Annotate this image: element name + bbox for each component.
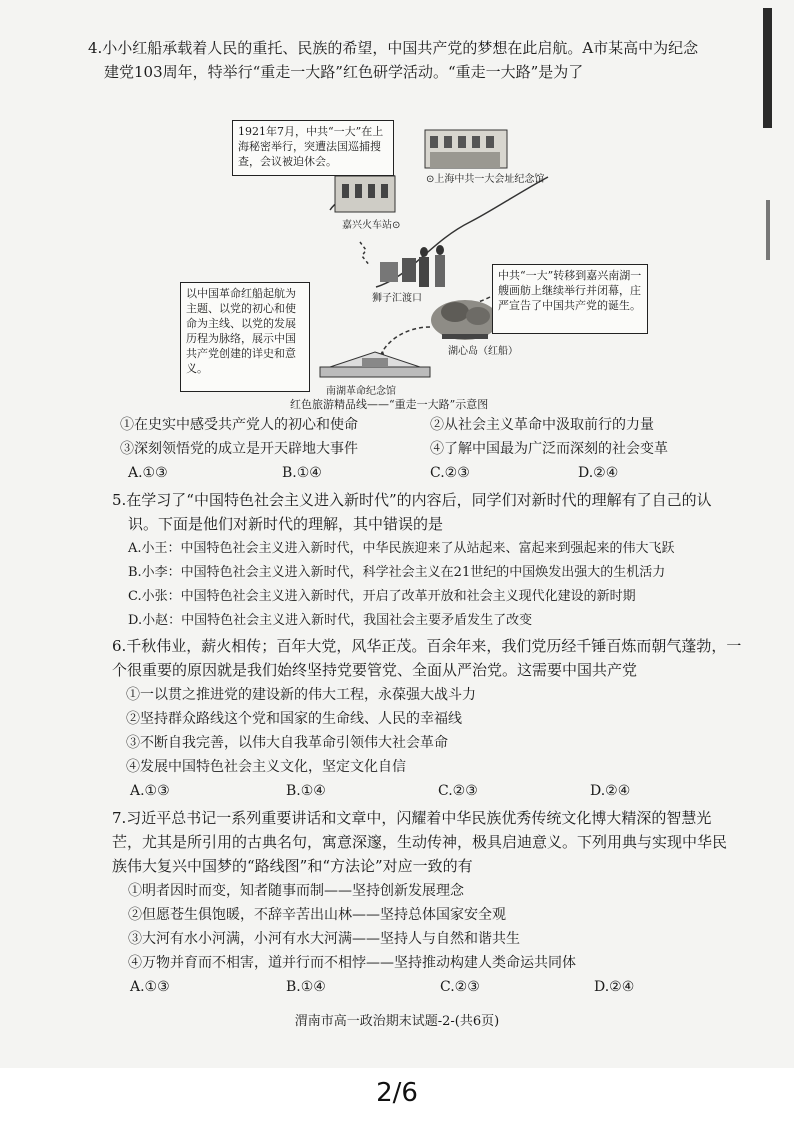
note-shanghai: 1921年7月，中共“一大”在上海秘密举行，突遭法国巡捕搜查，会议被迫休会。 [232,120,394,176]
scan-edge-mark [766,200,770,260]
label-huxin-island: 湖心岛（红船） [448,346,518,357]
diagram-caption: 红色旅游精品线——“重走一大路”示意图 [290,398,489,411]
q7-stem-line3: 族伟大复兴中国梦的“路线图”和“方法论”对应一致的有 [112,857,473,875]
q4-stem-line1: 4.小小红船承载着人民的重托、民族的希望，中国共产党的梦想在此启航。A市某高中为纪念 [88,39,699,57]
label-nanhu-memorial: 南湖革命纪念馆 [326,386,396,397]
q4-option-2: ②从社会主义革命中汲取前行的力量 [430,417,654,433]
huxin-island-red-boat-icon [431,300,499,340]
q5-option-a: A.小王：中国特色社会主义进入新时代，中华民族迎来了从站起来、富起来到强起来的伟大飞跃 [128,541,675,556]
q7-stem-line1: 7.习近平总书记一系列重要讲话和文章中，闪耀着中华民族优秀传统文化博大精深的智慧光 [112,809,712,827]
q6-option-1: ①一以贯之推进党的建设新的伟大工程，永葆强大战斗力 [126,687,476,703]
q5-stem-line2: 识。下面是他们对新时代的理解，其中错误的是 [128,515,444,533]
q5-option-c: C.小张：中国特色社会主义进入新时代，开启了改革开放和社会主义现代化建设的新时期 [128,589,636,604]
page-indicator: 2/6 [376,1078,418,1108]
q6-answer-c: C.②③ [438,783,478,799]
q5-option-b: B.小李：中国特色社会主义进入新时代，科学社会主义在21世纪的中国焕发出强大的生机活力 [128,565,666,580]
route-line [360,242,370,266]
label-shizi-ferry: 狮子汇渡口 [372,293,422,304]
note-jiaxing: 中共“一大”转移到嘉兴南湖一艘画舫上继续举行并闭幕，庄严宣告了中国共产党的诞生。 [492,264,648,334]
q6-answer-a: A.①③ [130,783,170,799]
q4-answer-a: A.①③ [128,465,168,481]
q6-option-3: ③不断自我完善，以伟大自我革命引领伟大社会革命 [126,735,448,751]
q7-option-1: ①明者因时而变，知者随事而制——坚持创新发展理念 [128,883,464,899]
q5-stem-line1: 5.在学习了“中国特色社会主义进入新时代”的内容后，同学们对新时代的理解有了自己的认 [112,491,712,509]
nanhu-memorial-building-icon [320,352,430,377]
q5-option-d: D.小赵：中国特色社会主义进入新时代，我国社会主要矛盾发生了改变 [128,613,533,628]
label-jiaxing-station: 嘉兴火车站⊙ [342,220,401,231]
q6-option-2: ②坚持群众路线这个党和国家的生命线、人民的幸福线 [126,711,462,727]
note-nanhu: 以中国革命红船起航为主题、以党的初心和使命为主线、以党的发展历程为脉络，展示中国共产党创建的详史和意义。 [180,282,310,392]
label-shanghai-memorial: ⊙上海中共一大会址纪念馆 [426,174,545,185]
q6-stem-line2: 个很重要的原因就是我们始终坚持党要管党、全面从严治党。这需要中国共产党 [112,661,638,679]
q6-option-4: ④发展中国特色社会主义文化，坚定文化自信 [126,759,406,775]
q6-answer-d: D.②④ [590,783,631,799]
q4-option-4: ④了解中国最为广泛而深刻的社会变革 [430,441,668,457]
q7-answer-b: B.①④ [286,979,326,995]
q4-answer-c: C.②③ [430,465,470,481]
q7-option-3: ③大河有水小河满，小河有水大河满——坚持人与自然和谐共生 [128,931,520,947]
q4-option-1: ①在史实中感受共产党人的初心和使命 [120,417,358,433]
shanghai-memorial-building-icon [425,130,507,168]
q6-stem-line1: 6.千秋伟业，薪火相传；百年大党，风华正茂。百余年来，我们党历经千锤百炼而朝气蓬勃，一 [112,637,742,655]
page-footer: 渭南市高一政治期末试题-2-(共6页) [294,1014,500,1029]
route-line [380,327,430,357]
q4-stem-line2: 建党103周年，特举行“重走一大路”红色研学活动。“重走一大路”是为了 [104,63,584,81]
q7-stem-line2: 芒，尤其是所引用的古典名句，寓意深邃，生动传神，极具启迪意义。下列用典与实现中华民 [112,833,728,851]
shizi-ferry-figures-icon [380,245,445,287]
q7-answer-c: C.②③ [440,979,480,995]
q7-option-2: ②但愿苍生俱饱暖，不辞辛苦出山林——坚持总体国家安全观 [128,907,506,923]
q4-answer-b: B.①④ [282,465,322,481]
q6-answer-b: B.①④ [286,783,326,799]
q4-diagram [180,112,642,412]
q4-option-3: ③深刻领悟党的成立是开天辟地大事件 [120,441,358,457]
q7-answer-d: D.②④ [594,979,635,995]
q7-answer-a: A.①③ [130,979,170,995]
q4-answer-d: D.②④ [578,465,619,481]
q7-option-4: ④万物并育而不相害，道并行而不相悖——坚持推动构建人类命运共同体 [128,955,576,971]
scan-edge-mark [763,8,772,128]
